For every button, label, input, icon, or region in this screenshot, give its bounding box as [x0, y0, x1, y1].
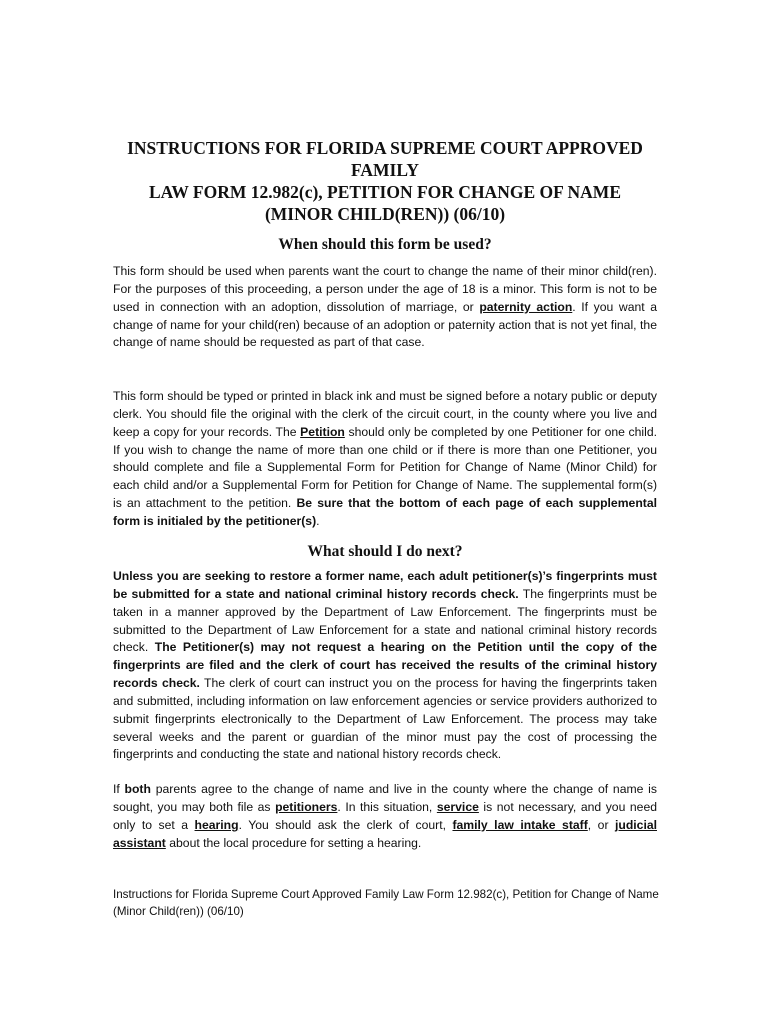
text: This form should be typed or printed in black ink and must be signed before a notary public or deputy clerk. You should file the original with the clerk of the circuit court, in the county where you live and keep a copy for your records. The: [113, 389, 657, 439]
text: The clerk of court can instruct you on the process for having the fingerprints taken and submitted, including information on law enforcement agencies or service providers authorized to submit fingerprints electronically to the Department of Law Enforcement. The process may take several weeks and the parent or guardian of the minor must pay the cost of processing the fingerprints and conducting the state and national history records check.: [113, 676, 658, 762]
family-law-intake-staff-link[interactable]: family law intake staff: [452, 817, 588, 832]
paragraph-usage: [113, 263, 657, 352]
page-title: [100, 137, 670, 225]
title-line-2: LAW FORM 12.982(c), PETITION FOR CHANGE OF NAME: [148, 182, 621, 202]
section-heading-when: When should this form be used?: [278, 236, 492, 253]
bold-both: both: [124, 782, 151, 796]
bold-note: Be sure that the bottom of each page of each supplemental form is initialed by the petitioner(s): [113, 496, 657, 528]
text: This form should be used when parents want the court to change the name of their minor child(ren). For the purposes of this proceeding, a person under the age of 18 is a minor. This form is not to be used in connection with an adoption, dissolution of marriage, or: [113, 264, 657, 314]
paternity-action-link[interactable]: paternity action: [479, 299, 573, 314]
petitioners-link[interactable]: petitioners: [275, 799, 338, 814]
page-footer: [113, 887, 673, 920]
bold-hearing-note: The Petitioner(s) may not request a hearing on the Petition until the copy of the fingerprints are filed and the clerk of court has received the results of the criminal history records check.: [113, 640, 657, 691]
text: parents agree to the change of name and live in the county where the change of name is sought, you may both file as: [113, 782, 657, 814]
text: , or: [587, 817, 615, 832]
text: is not necessary, and you need only to set a: [113, 799, 657, 832]
text: . If you want a change of name for your child(ren) because of an adoption or paternity action that is not yet final, the change of name should be requested as part of that case.: [113, 299, 658, 350]
hearing-link[interactable]: hearing: [194, 817, 239, 832]
paragraph-filing: [113, 388, 657, 531]
text: The fingerprints must be taken in a manner approved by the Department of Law Enforcement. The fingerprints must be submitted to the Department of Law Enforcement for a state and national criminal history records check.: [113, 586, 657, 655]
title-line-3: (MINOR CHILD(REN)) (06/10): [264, 204, 506, 224]
footer-line-2: (Minor Child(ren)) (06/10): [113, 904, 244, 918]
bold-requirement: Unless you are seeking to restore a former name, each adult petitioner(s)’s fingerprints must be submitted for a state and national criminal history records check.: [113, 569, 657, 601]
section-heading-next: What should I do next?: [307, 543, 463, 560]
footer-line-1: Instructions for Florida Supreme Court Approved Family Law Form 12.982(c), Petition for Change of Name: [113, 888, 659, 901]
text: should only be completed by one Petitioner for one child. If you wish to change the name of more than one child or if there is more than one Petitioner, you should complete and file a Supplemental Form for Petition for Change of Name (Minor Child) for each child and/or a Supplemental Form for Petition for Change of Name. The supplemental form(s) is an attachment to the petition.: [113, 424, 658, 511]
service-link[interactable]: service: [436, 799, 479, 814]
petition-link[interactable]: Petition: [300, 424, 345, 439]
text: .: [316, 513, 320, 528]
text: . You should ask the clerk of court,: [238, 817, 453, 832]
judicial-assistant-link[interactable]: judicial assistant: [113, 817, 657, 850]
text: If: [113, 782, 125, 796]
paragraph-fingerprints: [113, 568, 657, 764]
text: about the local procedure for setting a hearing.: [165, 835, 422, 850]
title-line-1: INSTRUCTIONS FOR FLORIDA SUPREME COURT APPROVED FAMILY: [127, 138, 643, 180]
paragraph-both-parents: [113, 781, 657, 852]
text: . In this situation,: [337, 799, 437, 814]
